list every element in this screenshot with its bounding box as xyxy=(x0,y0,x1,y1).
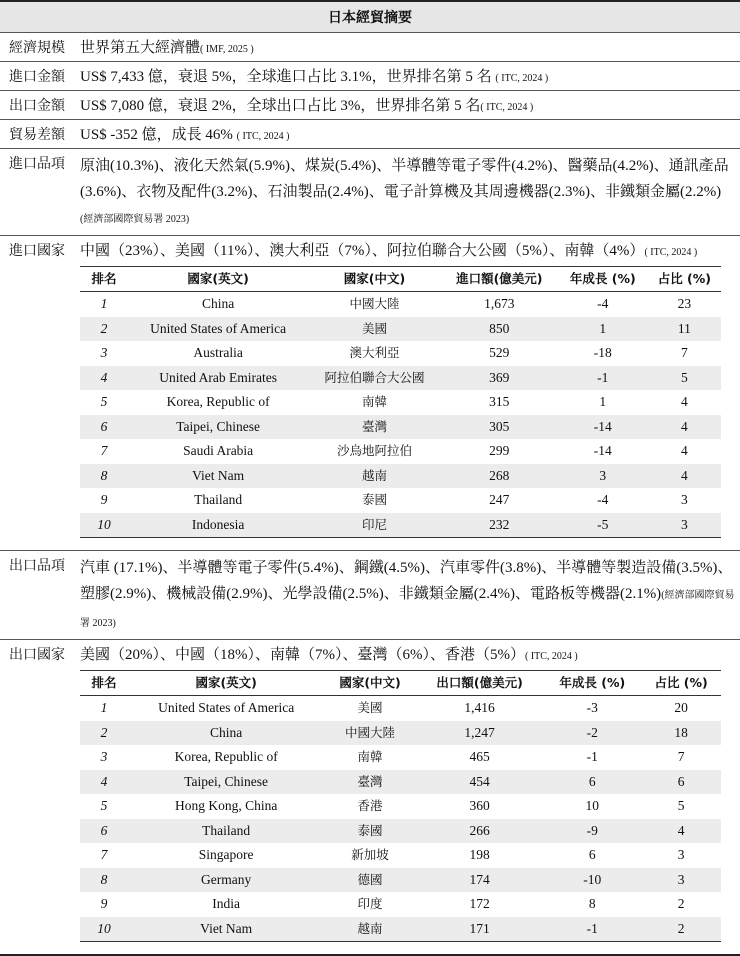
row-export-value xyxy=(0,91,740,120)
row-text: 美國（20%）、中國（18%）、南韓（7%）、臺灣（6%）、香港（5%） xyxy=(80,647,525,663)
table-cell: 2 xyxy=(641,917,721,942)
table-row xyxy=(80,513,721,538)
source-note: ( ITC, 2024 ) xyxy=(644,247,698,258)
table-row xyxy=(80,464,721,489)
table-cell: 5 xyxy=(677,798,685,814)
table-cell: 23 xyxy=(677,296,692,312)
row-import-countries xyxy=(0,236,740,551)
table-cell: Australia xyxy=(193,345,243,361)
table-cell: 10 xyxy=(80,917,128,942)
table-cell: 7 xyxy=(680,345,688,361)
table-row xyxy=(80,390,721,415)
row-text: 世界第五大經濟體 xyxy=(80,40,201,56)
source-note: ( ITC, 2024 ) xyxy=(495,73,549,84)
table-cell: 6 xyxy=(80,819,128,844)
table-cell: Viet Nam xyxy=(128,917,324,942)
table-cell: 247 xyxy=(489,492,510,508)
row-text: US$ 7,433 億，衰退 5%，全球進口占比 3.1%，世界排名第 5 名 xyxy=(80,69,492,85)
table-cell: 1 xyxy=(100,700,108,716)
table-cell: 4 xyxy=(641,819,721,844)
column-header: 國家(英文) xyxy=(128,671,324,696)
table-cell: 3 xyxy=(648,513,721,538)
table-cell: -10 xyxy=(543,868,641,893)
table-cell: 9 xyxy=(100,492,108,508)
table-cell: 7 xyxy=(100,847,108,863)
table-row xyxy=(80,721,721,746)
table-cell: 172 xyxy=(469,896,490,912)
table-cell: 3 xyxy=(680,492,688,508)
table-cell: Taipei, Chinese xyxy=(128,770,324,795)
column-header: 年成長 (%) xyxy=(558,267,648,292)
table-cell: -5 xyxy=(558,513,648,538)
table-cell: Korea, Republic of xyxy=(174,749,278,765)
source-note: (經濟部國際貿易署 2023) xyxy=(80,214,190,225)
table-cell: China xyxy=(128,721,324,746)
table-cell: 7 xyxy=(677,749,685,765)
table-cell: 8 xyxy=(80,868,128,893)
table-cell: 4 xyxy=(648,464,721,489)
table-cell: 268 xyxy=(441,464,558,489)
table-cell: -4 xyxy=(597,492,609,508)
table-cell: 1 xyxy=(599,394,607,410)
table-cell: 4 xyxy=(648,415,721,440)
table-row xyxy=(80,488,721,513)
table-cell: 南韓 xyxy=(357,749,383,765)
table-cell: 850 xyxy=(441,317,558,342)
table-cell: 3 xyxy=(100,749,108,765)
column-header: 排名 xyxy=(80,267,128,292)
column-header: 國家(中文) xyxy=(308,267,440,292)
table-cell: Singapore xyxy=(198,847,254,863)
table-cell: Indonesia xyxy=(128,513,308,538)
table-cell: 6 xyxy=(641,770,721,795)
table-row xyxy=(80,439,721,464)
table-cell: 印尼 xyxy=(308,513,440,538)
source-note: ( IMF, 2025 ) xyxy=(200,44,254,55)
table-cell: -4 xyxy=(597,296,609,312)
table-cell: 4 xyxy=(80,366,128,391)
row-text: US$ 7,080 億，衰退 2%，全球出口占比 3%，世界排名第 5 名 xyxy=(80,98,481,114)
column-header: 排名 xyxy=(80,671,128,696)
table-cell: 阿拉伯聯合大公國 xyxy=(308,366,440,391)
table-cell: 新加坡 xyxy=(351,847,389,863)
table-cell: 中國大陸 xyxy=(324,721,416,746)
table-cell: 4 xyxy=(680,394,688,410)
table-cell: 315 xyxy=(489,394,510,410)
table-row xyxy=(80,819,721,844)
table-cell: -3 xyxy=(586,700,598,716)
row-export-countries xyxy=(0,640,740,956)
table-row xyxy=(80,415,721,440)
table-row xyxy=(80,868,721,893)
table-cell: 305 xyxy=(441,415,558,440)
column-header: 出口額(億美元) xyxy=(416,671,544,696)
table-cell: 德國 xyxy=(324,868,416,893)
row-export-items xyxy=(0,551,740,640)
table-row xyxy=(80,292,721,317)
column-header: 進口額(億美元) xyxy=(441,267,558,292)
source-note: ( ITC, 2024 ) xyxy=(524,651,578,662)
table-cell: 5 xyxy=(648,366,721,391)
table-cell: 泰國 xyxy=(324,819,416,844)
table-row xyxy=(80,770,721,795)
table-row xyxy=(80,917,721,942)
source-note: (經濟部國際貿易署 2023) xyxy=(80,590,735,629)
table-cell: 南韓 xyxy=(361,394,387,410)
table-cell: 美國 xyxy=(357,700,383,716)
document-title: 日本經貿摘要 xyxy=(0,0,740,33)
table-cell: Taipei, Chinese xyxy=(128,415,308,440)
row-text: 中國（23%）、美國（11%）、澳大利亞（7%）、阿拉伯聯合大公國（5%）、南韓（4%） xyxy=(80,243,645,259)
table-cell: Thailand xyxy=(128,819,324,844)
table-cell: 美國 xyxy=(308,317,440,342)
table-cell: 泰國 xyxy=(361,492,387,508)
row-import-value xyxy=(0,62,740,91)
table-cell: 465 xyxy=(469,749,490,765)
table-cell: 6 xyxy=(588,847,596,863)
table-cell: 10 xyxy=(80,513,128,538)
table-cell: 299 xyxy=(489,443,510,459)
table-cell: 1,247 xyxy=(416,721,544,746)
row-text: US$ -352 億，成長 46% xyxy=(80,127,233,143)
table-cell: 印度 xyxy=(357,896,383,912)
table-cell: 8 xyxy=(80,464,128,489)
table-cell: 7 xyxy=(100,443,108,459)
table-cell: Viet Nam xyxy=(128,464,308,489)
table-cell: Korea, Republic of xyxy=(166,394,270,410)
import-countries-table xyxy=(80,266,721,538)
table-cell: -1 xyxy=(558,366,648,391)
table-cell: Saudi Arabia xyxy=(183,443,254,459)
row-label: 進口國家 xyxy=(9,243,65,259)
table-cell: Germany xyxy=(128,868,324,893)
column-header: 國家(中文) xyxy=(324,671,416,696)
table-cell: 360 xyxy=(469,798,490,814)
row-economic-scale xyxy=(0,33,740,62)
table-cell: 5 xyxy=(100,394,108,410)
table-cell: 454 xyxy=(416,770,544,795)
table-cell: 香港 xyxy=(357,798,383,814)
table-cell: Hong Kong, China xyxy=(174,798,278,814)
table-cell: -14 xyxy=(593,443,612,459)
table-cell: 3 xyxy=(558,464,648,489)
table-cell: 3 xyxy=(100,345,108,361)
table-cell: -9 xyxy=(543,819,641,844)
table-cell: China xyxy=(202,296,235,312)
row-label: 進口金額 xyxy=(9,69,65,85)
table-row xyxy=(80,317,721,342)
row-label: 出口國家 xyxy=(9,647,65,663)
column-header: 年成長 (%) xyxy=(543,671,641,696)
table-cell: 6 xyxy=(543,770,641,795)
table-cell: United States of America xyxy=(128,317,308,342)
table-cell: 171 xyxy=(416,917,544,942)
table-cell: 越南 xyxy=(308,464,440,489)
row-label: 進口品項 xyxy=(9,156,65,172)
table-cell: -1 xyxy=(586,749,598,765)
table-row xyxy=(80,794,721,819)
table-cell: 越南 xyxy=(324,917,416,942)
source-note: ( ITC, 2024 ) xyxy=(480,102,534,113)
table-cell: 澳大利亞 xyxy=(349,345,400,361)
table-row xyxy=(80,341,721,366)
table-cell: 232 xyxy=(441,513,558,538)
table-cell: 1,673 xyxy=(484,296,515,312)
table-cell: 3 xyxy=(641,868,721,893)
table-cell: 8 xyxy=(588,896,596,912)
row-label: 經濟規模 xyxy=(9,40,65,56)
table-row xyxy=(80,696,721,721)
table-cell: 1,416 xyxy=(464,700,495,716)
table-cell: -2 xyxy=(543,721,641,746)
table-cell: -14 xyxy=(558,415,648,440)
table-cell: 沙烏地阿拉伯 xyxy=(336,443,412,459)
table-cell: 2 xyxy=(80,721,128,746)
row-import-items xyxy=(0,149,740,236)
table-row xyxy=(80,745,721,770)
table-cell: United States of America xyxy=(158,700,295,716)
table-cell: 10 xyxy=(585,798,600,814)
table-row xyxy=(80,843,721,868)
column-header: 國家(英文) xyxy=(128,267,308,292)
table-cell: 11 xyxy=(648,317,721,342)
table-row xyxy=(80,892,721,917)
table-cell: India xyxy=(212,896,241,912)
table-cell: -18 xyxy=(593,345,612,361)
table-cell: 臺灣 xyxy=(308,415,440,440)
row-text: 原油(10.3%)、液化天然氣(5.9%)、煤炭(5.4%)、半導體等電子零件(4.2%)、醫藥品(4.2%)、通訊產品(3.6%)、衣物及配件(3.2%)、石油製品(2.4%)、電子計算機及其周邊機器(2.3%)、非鐵類金屬(2.2%) xyxy=(80,158,729,200)
table-cell: 266 xyxy=(416,819,544,844)
table-cell: 9 xyxy=(100,896,108,912)
table-cell: 369 xyxy=(441,366,558,391)
column-header: 占比 (%) xyxy=(648,267,721,292)
row-label: 貿易差額 xyxy=(9,127,65,143)
table-cell: United Arab Emirates xyxy=(128,366,308,391)
row-text: 汽車 (17.1%)、半導體等電子零件(5.4%)、鋼鐵(4.5%)、汽車零件(3.8%)、半導體等製造設備(3.5%)、塑膠(2.9%)、機械設備(2.9%)、光學設備(2.5%)、非鐵類金屬(2.4%)、電路板等機器(2.1%) xyxy=(80,560,733,602)
table-cell: 4 xyxy=(80,770,128,795)
row-trade-balance xyxy=(0,120,740,149)
table-cell: 529 xyxy=(489,345,510,361)
row-label: 出口金額 xyxy=(9,98,65,114)
table-cell: 3 xyxy=(677,847,685,863)
source-note: ( ITC, 2024 ) xyxy=(236,131,290,142)
row-label: 出口品項 xyxy=(9,558,65,574)
table-cell: 5 xyxy=(100,798,108,814)
table-cell: 中國大陸 xyxy=(349,296,400,312)
table-cell: 4 xyxy=(680,443,688,459)
table-cell: 1 xyxy=(100,296,108,312)
table-cell: 20 xyxy=(674,700,688,716)
table-cell: 2 xyxy=(80,317,128,342)
table-cell: 6 xyxy=(80,415,128,440)
table-row xyxy=(80,366,721,391)
table-cell: -1 xyxy=(543,917,641,942)
table-cell: 臺灣 xyxy=(324,770,416,795)
column-header: 占比 (%) xyxy=(641,671,721,696)
export-countries-table xyxy=(80,670,721,942)
table-cell: 174 xyxy=(416,868,544,893)
table-cell: 1 xyxy=(558,317,648,342)
table-cell: 2 xyxy=(677,896,685,912)
table-cell: 198 xyxy=(469,847,490,863)
table-cell: 18 xyxy=(641,721,721,746)
table-cell: Thailand xyxy=(194,492,243,508)
